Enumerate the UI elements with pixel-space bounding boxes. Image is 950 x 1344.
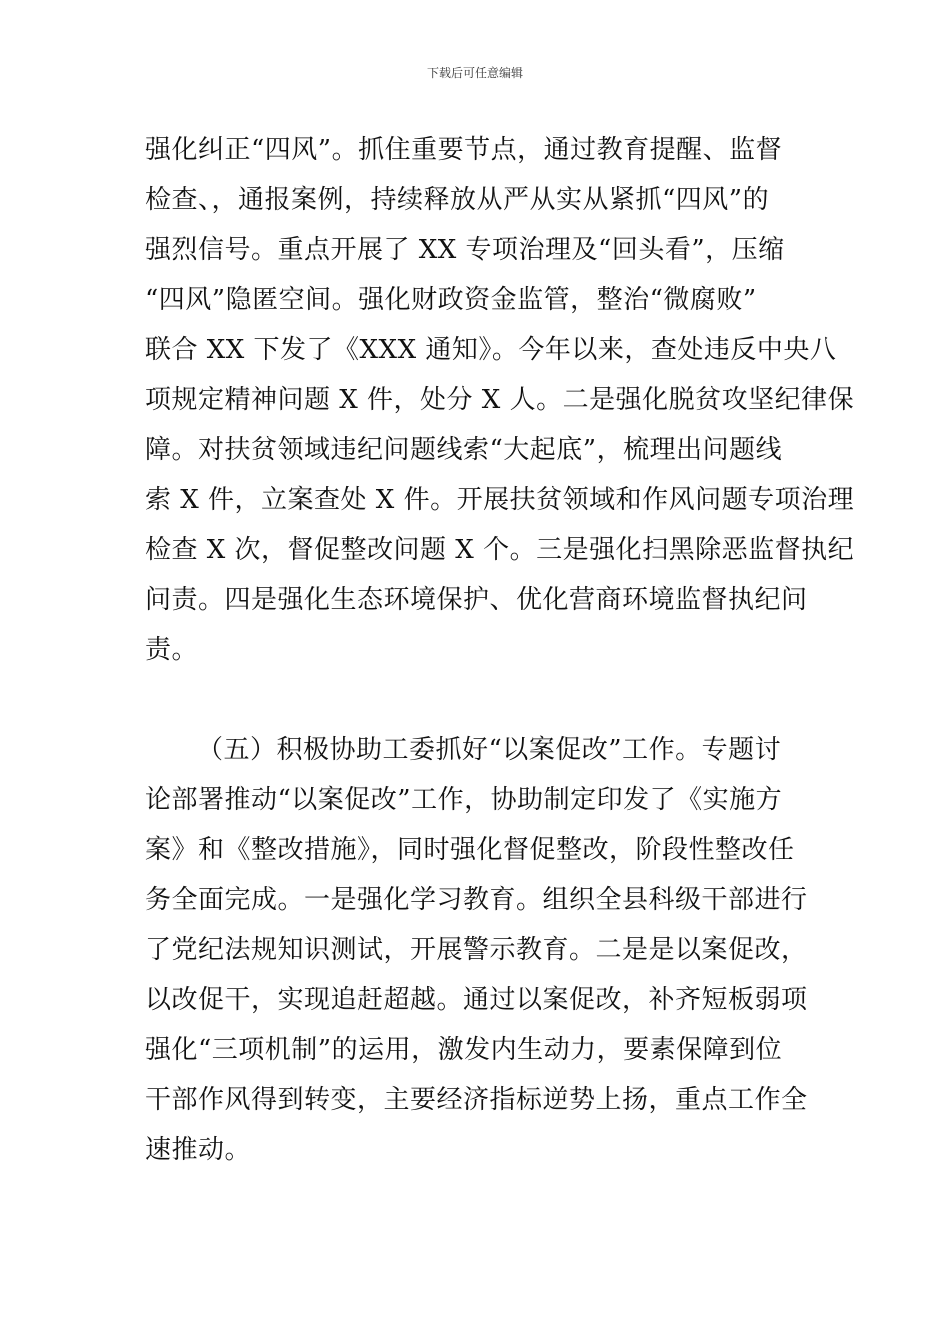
text-line: 务全面完成。一是强化学习教育。组织全县科级干部进行 bbox=[145, 885, 808, 915]
text-line: 了党纪法规知识测试，开展警示教育。二是是以案促改， bbox=[145, 935, 808, 965]
text-line: 联合 XX 下发了《XXX 通知》。今年以来，查处违反中央八 bbox=[145, 335, 837, 365]
text-line: 以改促干，实现追赶超越。通过以案促改，补齐短板弱项 bbox=[145, 985, 808, 1015]
text-line: （五）积极协助工委抓好“以案促改”工作。专题讨 bbox=[197, 735, 782, 765]
text-line: 案》和《整改措施》，同时强化督促整改，阶段性整改任 bbox=[145, 835, 795, 865]
text-line: 项规定精神问题 X 件，处分 X 人。二是强化脱贫攻坚纪律保 bbox=[145, 385, 855, 415]
text-line: 强化“三项机制”的运用，激发内生动力，要素保障到位 bbox=[145, 1035, 783, 1065]
text-line: 索 X 件，立案查处 X 件。开展扶贫领域和作风问题专项治理 bbox=[145, 485, 855, 515]
text-line: 强化纠正“四风”。抓住重要节点，通过教育提醒、监督 bbox=[145, 135, 783, 165]
text-line: “四风”隐匿空间。强化财政资金监管，整治“微腐败” bbox=[145, 285, 757, 315]
text-line: 论部署推动“以案促改”工作，协助制定印发了《实施方 bbox=[145, 785, 783, 815]
text-line: 干部作风得到转变，主要经济指标逆势上扬，重点工作全 bbox=[145, 1085, 808, 1115]
text-line: 检查、，通报案例，持续释放从严从实从紧抓“四风”的 bbox=[145, 185, 770, 215]
text-line: 检查 X 次，督促整改问题 X 个。三是强化扫黑除恶监督执纪 bbox=[145, 535, 855, 565]
text-line: 责。 bbox=[145, 635, 199, 665]
text-line: 问责。四是强化生态环境保护、优化营商环境监督执纪问 bbox=[145, 585, 808, 615]
text-line: 障。对扶贫领域违纪问题线索“大起底”，梳理出问题线 bbox=[145, 435, 783, 465]
text-line: 速推动。 bbox=[145, 1135, 252, 1165]
text-line: 强烈信号。重点开展了 XX 专项治理及“回头看”，压缩 bbox=[145, 235, 785, 265]
page-header: 下载后可任意编辑 bbox=[426, 66, 523, 80]
